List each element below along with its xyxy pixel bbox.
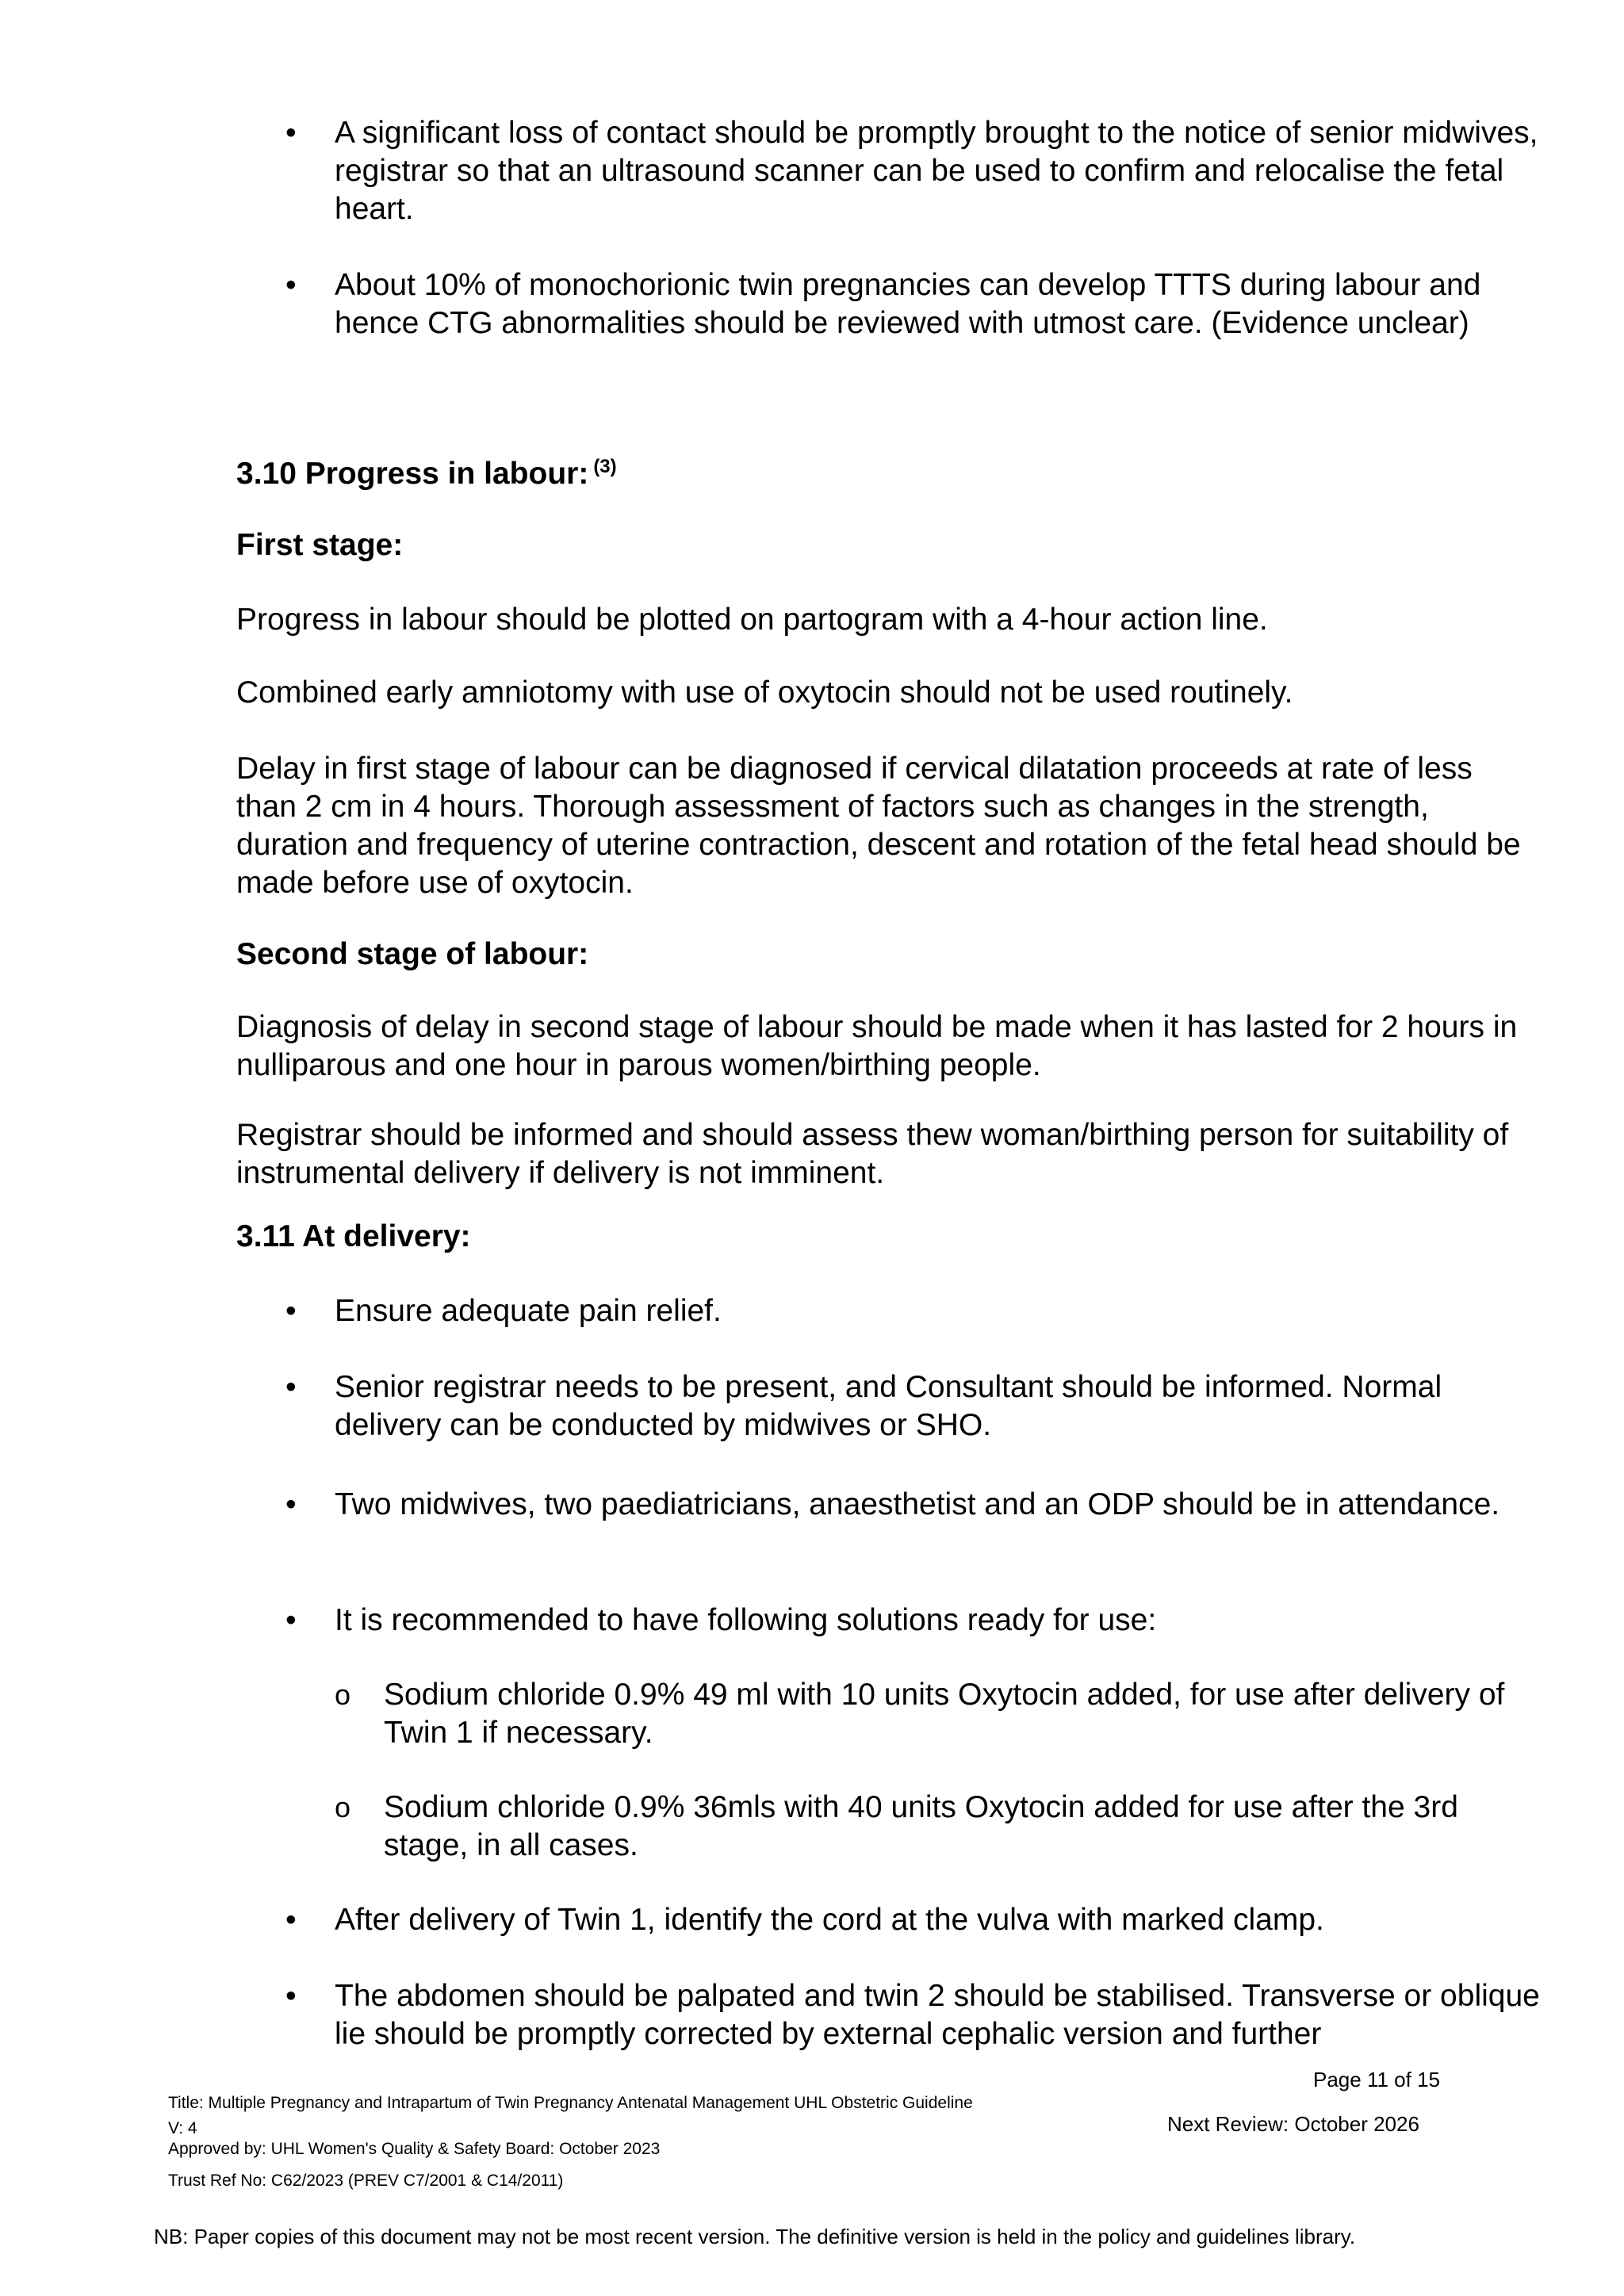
paragraph: Registrar should be informed and should assess thew woman/birthing person for suitability of instrumental delivery if delivery is not imminent.	[236, 1118, 1509, 1190]
footer-next-review: Next Review: October 2026	[1167, 2112, 1419, 2136]
bullet-marker: •	[285, 1370, 297, 1404]
bullet-marker: •	[285, 1487, 297, 1521]
bullet-marker: •	[285, 1603, 297, 1637]
footer-trust-ref: Trust Ref No: C62/2023 (PREV C7/2001 & C14/2011)	[168, 2172, 564, 2190]
bullet-item: The abdomen should be palpated and twin 2 should be stabilised. Transverse or oblique lie should be promptly corrected by external cephalic version and further	[335, 1979, 1540, 2051]
subheading-second-stage: Second stage of labour:	[236, 937, 589, 971]
bullet-item: Two midwives, two paediatricians, anaesthetist and an ODP should be in attendance.	[335, 1487, 1500, 1521]
footer-page-number: Page 11 of 15	[1313, 2068, 1440, 2091]
paragraph: Progress in labour should be plotted on partogram with a 4-hour action line.	[236, 603, 1268, 637]
bullet-marker: •	[285, 1979, 297, 2013]
bullet-marker: •	[285, 1294, 297, 1328]
bullet-marker: •	[285, 116, 297, 150]
bullet-item: A significant loss of contact should be promptly brought to the notice of senior midwives, registrar so that an ultrasound scanner can be used to confirm and relocalise the fetal heart.	[335, 116, 1538, 226]
sub-bullet-marker: o	[335, 1678, 351, 1711]
paragraph: Delay in first stage of labour can be diagnosed if cervical dilatation proceeds at rate of less than 2 cm in 4 hours. Thorough assessment of factors such as changes in the strength, duration and frequency of uterine contraction, descent and rotation of the fetal head should be made before use of oxytocin.	[236, 752, 1521, 900]
paragraph: Diagnosis of delay in second stage of labour should be made when it has lasted for 2 hours in nulliparous and one hour in parous women/birthing people.	[236, 1010, 1518, 1082]
sub-bullet-marker: o	[335, 1791, 351, 1823]
section-heading-3-11: 3.11 At delivery:	[236, 1219, 471, 1253]
bullet-item: After delivery of Twin 1, identify the cord at the vulva with marked clamp.	[335, 1903, 1324, 1937]
reference-superscript: (3)	[593, 456, 617, 477]
footer-title: Title: Multiple Pregnancy and Intrapartum of Twin Pregnancy Antenatal Management UHL Obstetric Guideline	[168, 2094, 973, 2112]
sub-bullet-item: Sodium chloride 0.9% 49 ml with 10 units Oxytocin added, for use after delivery of Twin 1 if necessary.	[384, 1678, 1505, 1750]
section-heading-3-10	[236, 455, 617, 493]
bullet-marker: •	[285, 268, 297, 302]
footer-nb-notice: NB: Paper copies of this document may not be most recent version. The definitive version is held in the policy and guidelines library.	[154, 2225, 1356, 2248]
section-heading-text: 3.10 Progress in labour:	[236, 457, 589, 491]
sub-bullet-item: Sodium chloride 0.9% 36mls with 40 units Oxytocin added for use after the 3rd stage, in all cases.	[384, 1790, 1458, 1862]
paragraph: Combined early amniotomy with use of oxytocin should not be used routinely.	[236, 675, 1293, 710]
bullet-item: It is recommended to have following solutions ready for use:	[335, 1603, 1157, 1637]
bullet-marker: •	[285, 1903, 297, 1937]
footer-version: V: 4	[168, 2119, 197, 2137]
footer-approved: Approved by: UHL Women's Quality & Safety Board: October 2023	[168, 2140, 661, 2158]
bullet-item: Ensure adequate pain relief.	[335, 1294, 722, 1328]
subheading-first-stage: First stage:	[236, 528, 404, 562]
bullet-item: About 10% of monochorionic twin pregnancies can develop TTTS during labour and hence CTG abnormalities should be reviewed with utmost care. (Evidence unclear)	[335, 268, 1481, 340]
bullet-item: Senior registrar needs to be present, and Consultant should be informed. Normal delivery can be conducted by midwives or SHO.	[335, 1370, 1442, 1442]
